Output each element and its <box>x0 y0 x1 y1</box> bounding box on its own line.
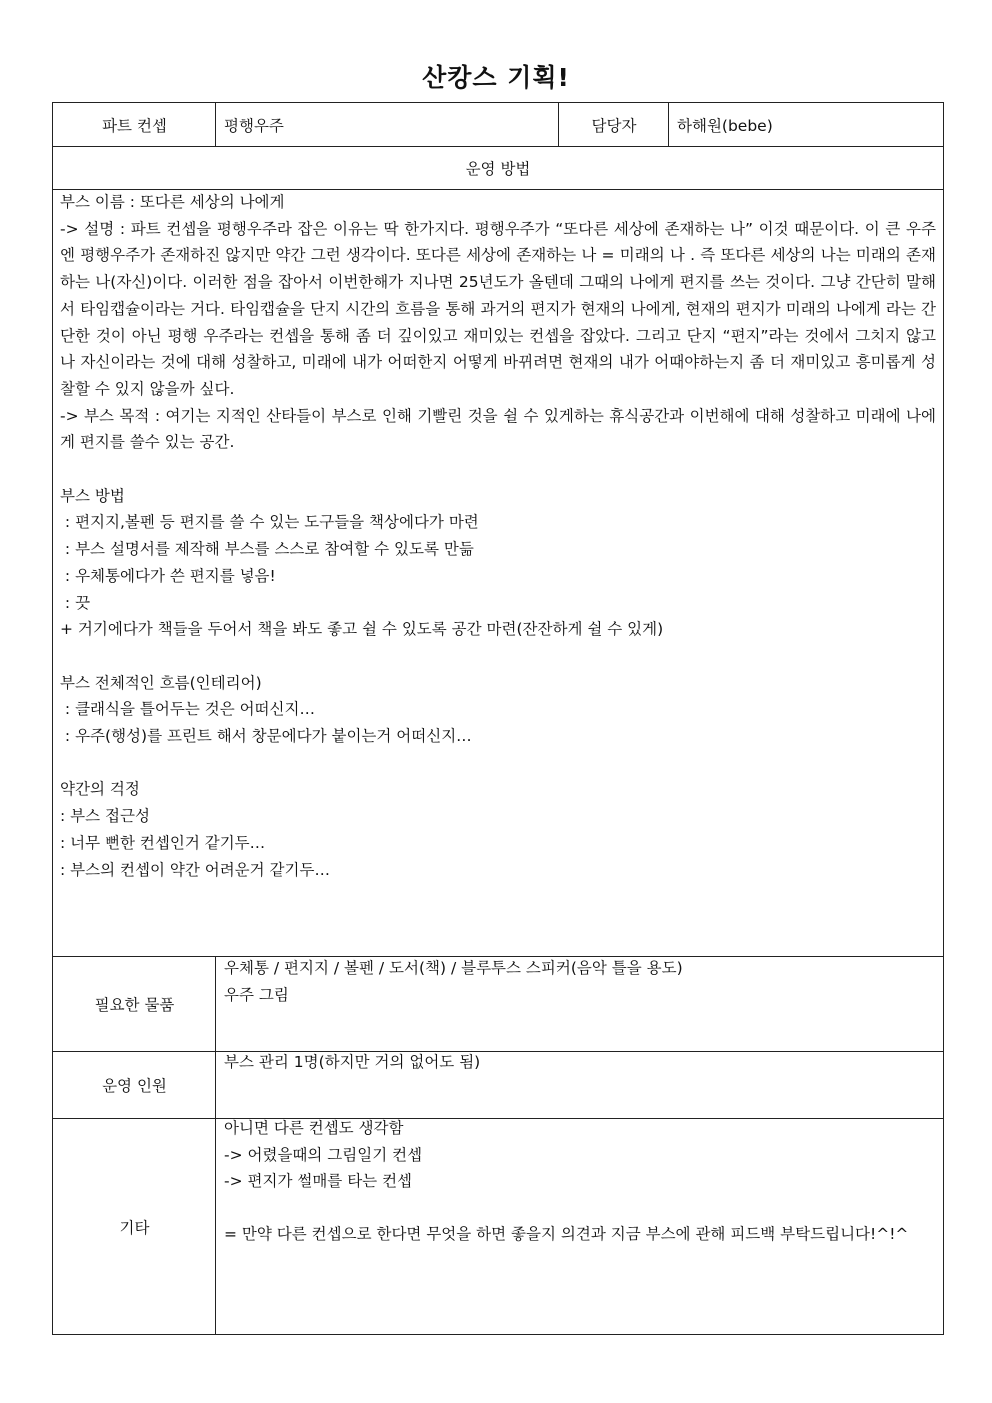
staff-line: 부스 관리 1명(하지만 거의 없어도 됨) <box>224 1053 481 1071</box>
etc-label: 기타 <box>119 1218 150 1237</box>
supplies-line: 우체통 / 편지지 / 볼펜 / 도서(책) / 블루투스 스피커(음악 틀을 용도) <box>224 959 683 977</box>
flow-heading: 부스 전체적인 흐름(인테리어) <box>60 673 262 692</box>
manager-label: 담당자 <box>591 116 637 135</box>
planning-table <box>52 102 944 1335</box>
etc-line: -> 어렸을때의 그림일기 컨셉 <box>224 1145 423 1164</box>
supplies-line: 우주 그림 <box>224 985 289 1004</box>
method-item: : 우체통에다가 쓴 편지를 넣음! <box>60 566 276 585</box>
supplies-label: 필요한 물품 <box>94 996 175 1014</box>
concern-heading: 약간의 걱정 <box>60 780 140 799</box>
manager-value: 하해원(bebe) <box>677 116 773 135</box>
concern-item: : 부스의 컨셉이 약간 어려운거 같기두… <box>60 860 330 879</box>
booth-purpose: -> 부스 목적 : 여기는 지적인 산타들이 부스로 인해 기빨린 것을 쉴 수 있게하는 휴식공간과 이번해에 대해 성찰하고 미래에 나에게 편지를 쓸수 있는 공간. <box>60 406 936 452</box>
staff-label: 운영 인원 <box>102 1077 167 1095</box>
concern-item: : 너무 뻔한 컨셉인거 같기두… <box>60 833 266 852</box>
supplies-content <box>224 955 939 1049</box>
blank-line <box>60 750 936 777</box>
document-title: 산캉스 기획! <box>422 63 570 92</box>
operation-body <box>60 189 936 955</box>
flow-item: : 클래식을 틀어두는 것은 어떠신지… <box>60 700 315 719</box>
booth-name: 부스 이름 : 또다른 세상의 나에게 <box>60 193 285 211</box>
concern-item: : 부스 접근성 <box>60 807 150 826</box>
method-item: : 편지지,볼펜 등 편지를 쓸 수 있는 도구들을 책상에다가 마련 <box>60 513 479 532</box>
part-concept-value: 평행우주 <box>224 116 284 135</box>
blank-line <box>224 1195 937 1222</box>
method-heading: 부스 방법 <box>60 486 125 505</box>
etc-content <box>224 1115 937 1330</box>
method-item: : 끗 <box>60 593 91 612</box>
operation-section-title: 운영 방법 <box>465 160 531 178</box>
etc-line: -> 편지가 썰매를 타는 컨셉 <box>224 1172 413 1190</box>
feedback-request: = 만약 다른 컨셉으로 한다면 무엇을 하면 좋을지 의견과 지금 부스에 관해 피드백 부탁드립니다!^!^ <box>224 1225 909 1243</box>
method-item: : 부스 설명서를 제작해 부스를 스스로 참여할 수 있도록 만듦 <box>60 540 474 559</box>
blank-line <box>60 643 936 670</box>
divider <box>668 103 669 146</box>
divider <box>558 103 559 146</box>
divider <box>215 103 216 146</box>
part-concept-label: 파트 컨셉 <box>102 116 167 135</box>
method-item: + 거기에다가 책들을 두어서 책을 봐도 좋고 쉴 수 있도록 공간 마련(잔잔하게 쉴 수 있게) <box>60 620 664 639</box>
blank-line <box>60 456 936 483</box>
flow-item: : 우주(행성)를 프린트 해서 창문에다가 붙이는거 어떠신지… <box>60 727 472 746</box>
booth-description: -> 설명 : 파트 컨셉을 평행우주라 잡은 이유는 딱 한가지다. 평행우주가 “또다른 세상에 존재하는 나” 이것 때문이다. 이 큰 우주엔 평행우주가 존재하진 않지만 약간 그런 생각이다. 또다른 세상에 존재하는 나 = 미래의 나 . 즉 또다른 세상의 나는 미래의 존재하는 나(자신)이다. 이러한 점을 잡아서 이번한해가 지나면 25년도가 올텐데 그때의 나에게 편지를 쓰는 것이다. 그냥 간단히 말해서 타임캡슐이라는 거다. 타임캡슐을 단지 시간의 흐름을 통해 과거의 편지가 현재의 나에게, 현재의 편지가 미래의 나에게 라는 간단한 것이 아닌 평행 우주라는 컨셉을 통해 좀 더 깊이있고 재미있는 컨셉을 잡았다. 그리고 단지 “편지”라는 것에서 그치지 않고 나 자신이라는 것에 대해 성찰하고, 미래에 내가 어떠한지 어떻게 바뀌려면 현재의 내가 어때야하는지 좀 더 재미있고 흥미롭게 성찰할 수 있지 않을까 싶다. <box>60 219 936 398</box>
etc-line: 아니면 다른 컨셉도 생각함 <box>224 1119 404 1137</box>
staff-content <box>224 1049 939 1115</box>
